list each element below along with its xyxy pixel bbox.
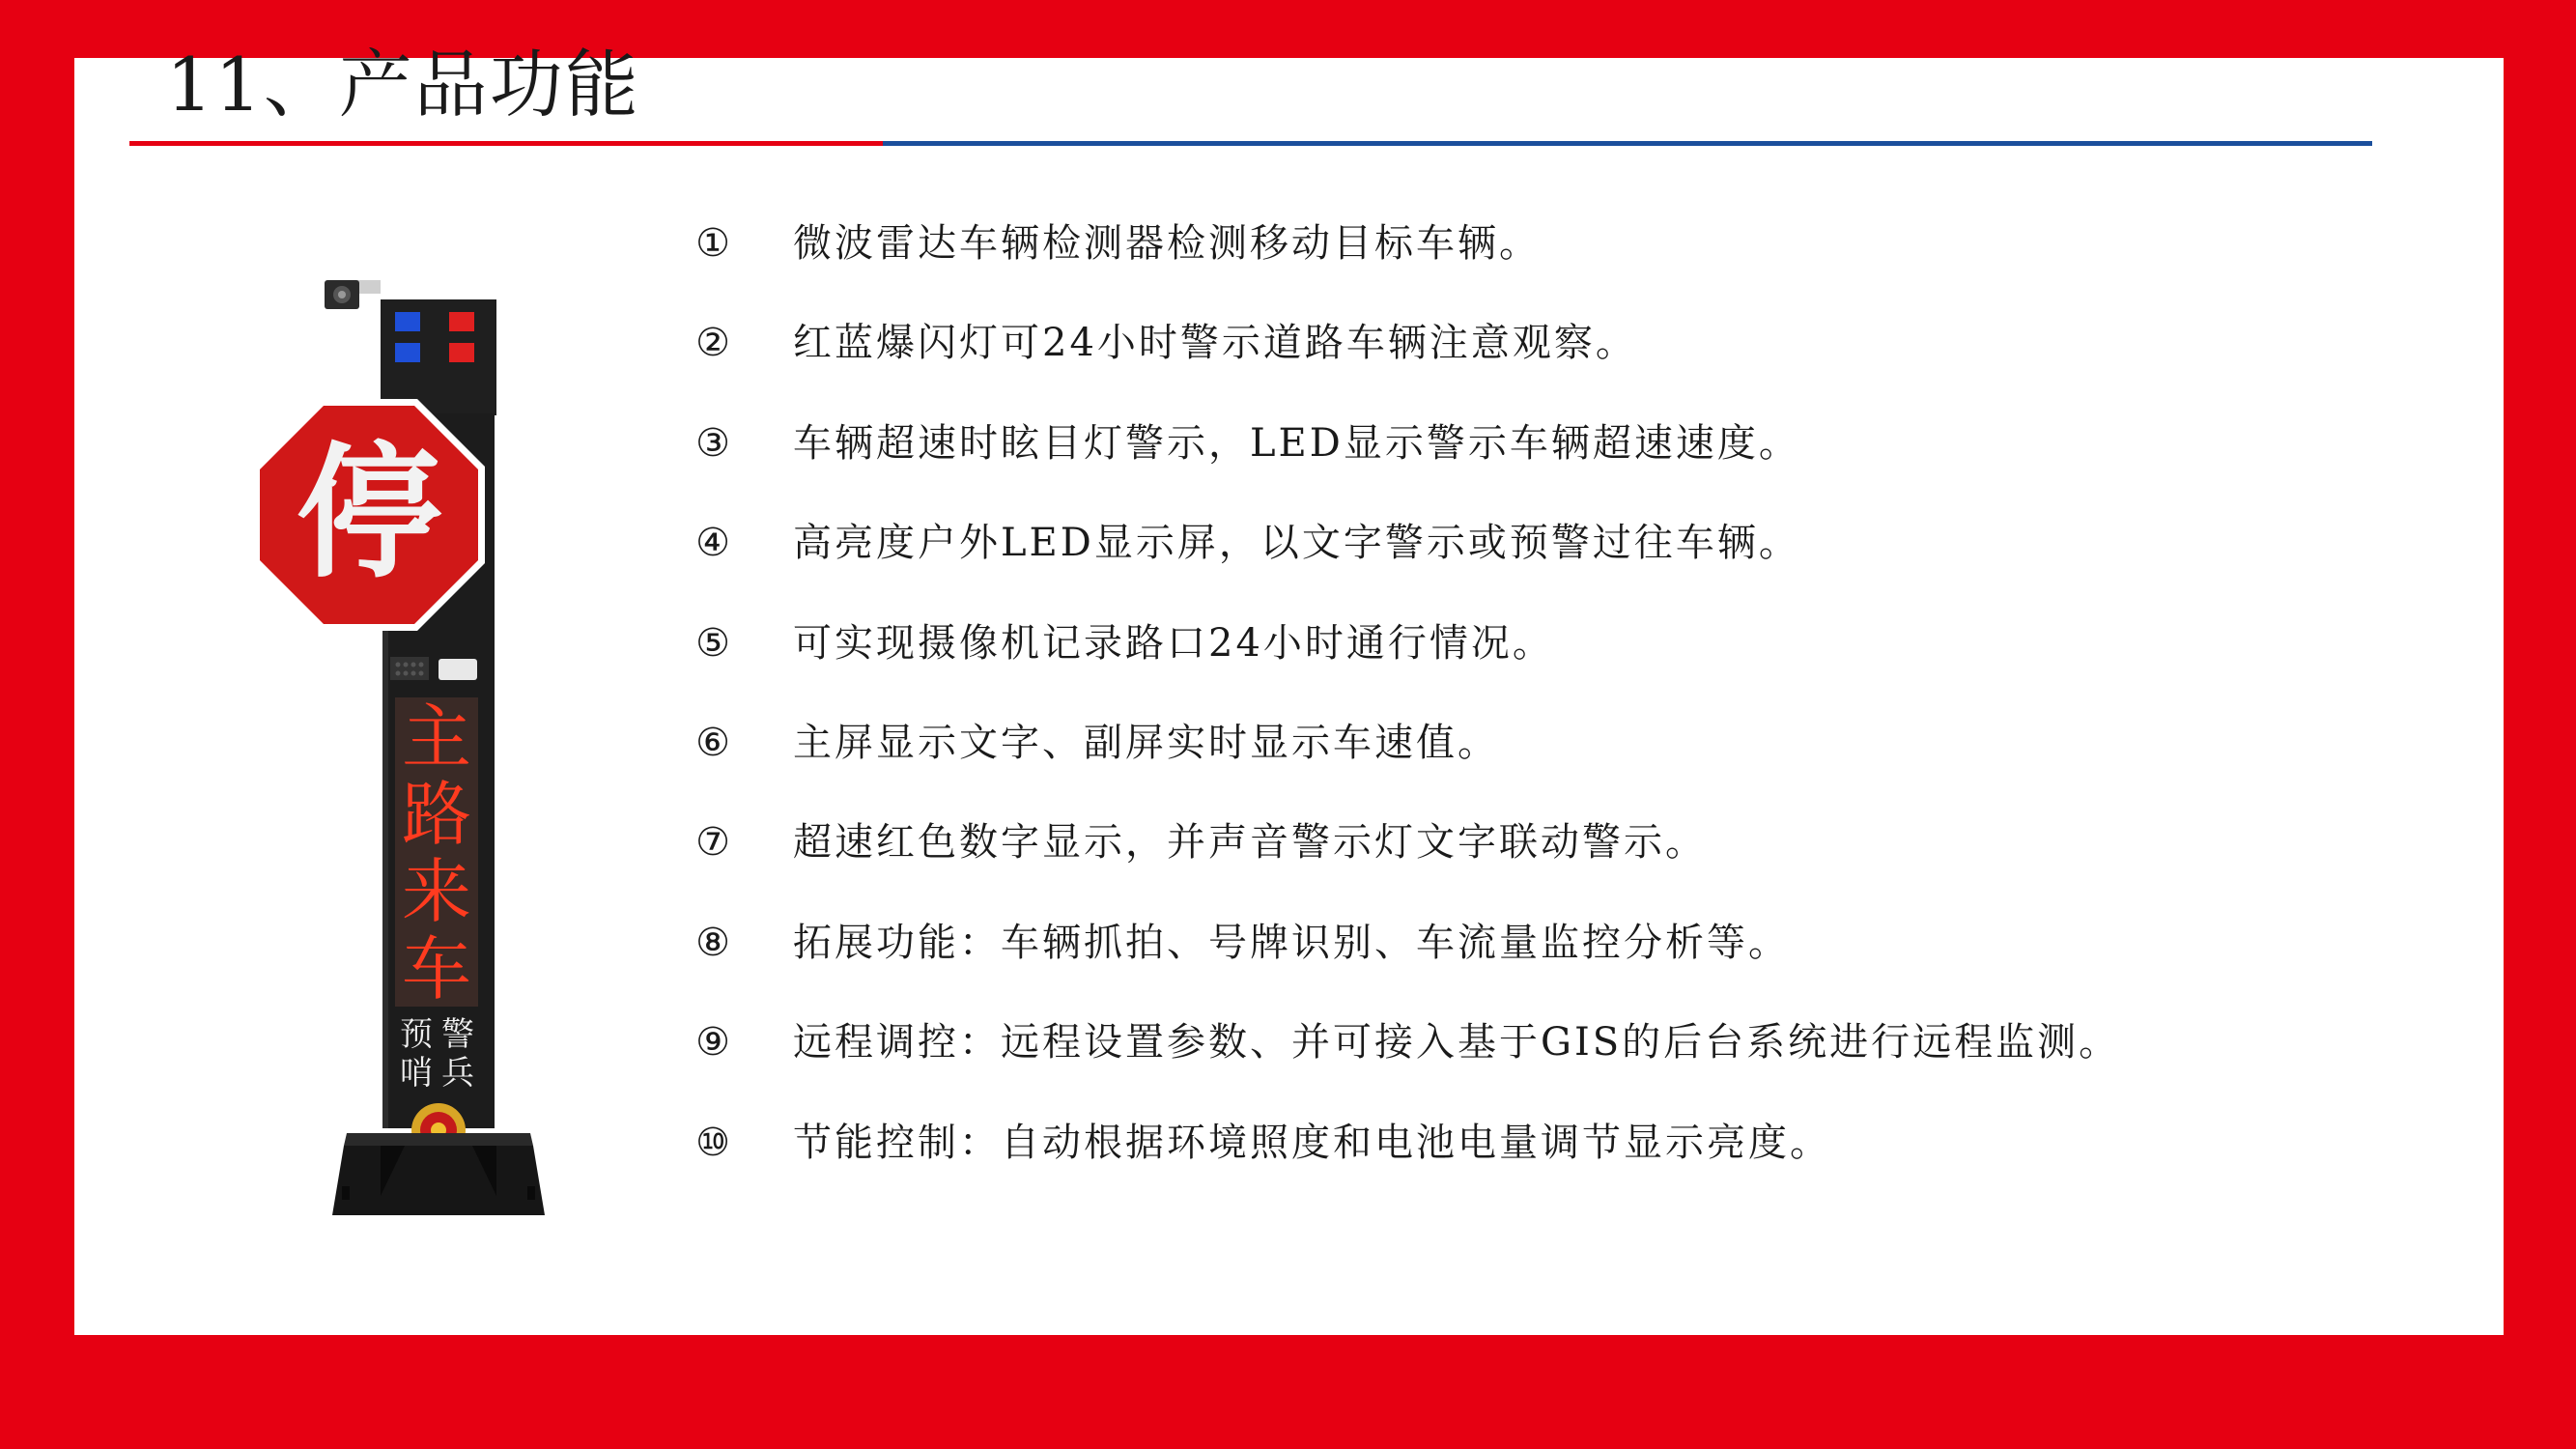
feature-item (684, 614, 2326, 714)
page-title: 11、产品功能 (166, 42, 640, 128)
feature-text: 远程调控：远程设置参数、并可接入基于GIS的后台系统进行远程监测。 (793, 1020, 2121, 1065)
speed-display (439, 659, 477, 680)
feature-number: ⑨ (695, 1020, 730, 1065)
stop-sign-text: 停 (296, 430, 442, 598)
feature-text: 节能控制：自动根据环境照度和电池电量调节显示亮度。 (793, 1120, 1831, 1165)
feature-number: ② (695, 321, 730, 366)
feature-item (684, 214, 2326, 314)
feature-number: ⑩ (695, 1120, 730, 1165)
led-char: 路 (401, 774, 472, 855)
feature-number: ⑥ (695, 720, 730, 765)
feature-text: 红蓝爆闪灯可24小时警示道路车辆注意观察。 (793, 321, 1637, 366)
title-underline-blue (883, 141, 2372, 146)
warning-post-device (236, 220, 603, 1225)
feature-text: 微波雷达车辆检测器检测移动目标车辆。 (793, 221, 1541, 266)
brand-char: 警 (441, 1015, 474, 1054)
feature-item (684, 414, 2326, 514)
base-plate (332, 1133, 545, 1215)
led-char: 主 (401, 696, 472, 778)
feature-text: 可实现摄像机记录路口24小时通行情况。 (793, 620, 1554, 666)
feature-item (684, 813, 2326, 913)
led-char: 来 (401, 851, 472, 932)
title-underline-red (129, 141, 883, 146)
brand-char: 哨 (400, 1054, 433, 1093)
feature-number: ⑧ (695, 920, 730, 965)
feature-number: ④ (695, 521, 730, 566)
led-char: 车 (401, 928, 472, 1009)
feature-text: 高亮度户外LED显示屏，以文字警示或预警过往车辆。 (793, 521, 1800, 566)
feature-number: ⑤ (695, 620, 730, 666)
feature-number: ③ (695, 420, 730, 466)
feature-item (684, 1114, 2326, 1213)
feature-text: 车辆超速时眩目灯警示，LED显示警示车辆超速速度。 (793, 420, 1800, 466)
feature-list (684, 214, 2326, 1213)
brand-char: 兵 (441, 1054, 474, 1093)
feature-number: ① (695, 221, 730, 266)
camera-icon (325, 280, 381, 309)
feature-text: 主屏显示文字、副屏实时显示车速值。 (793, 720, 1499, 765)
feature-number: ⑦ (695, 820, 730, 866)
brand-char: 预 (400, 1015, 433, 1054)
feature-item (684, 1013, 2326, 1113)
feature-item (684, 714, 2326, 813)
feature-item (684, 314, 2326, 413)
feature-text: 超速红色数字显示，并声音警示灯文字联动警示。 (793, 820, 1707, 866)
feature-item (684, 514, 2326, 613)
feature-item (684, 914, 2326, 1013)
feature-text: 拓展功能：车辆抓拍、号牌识别、车流量监控分析等。 (793, 920, 1790, 965)
